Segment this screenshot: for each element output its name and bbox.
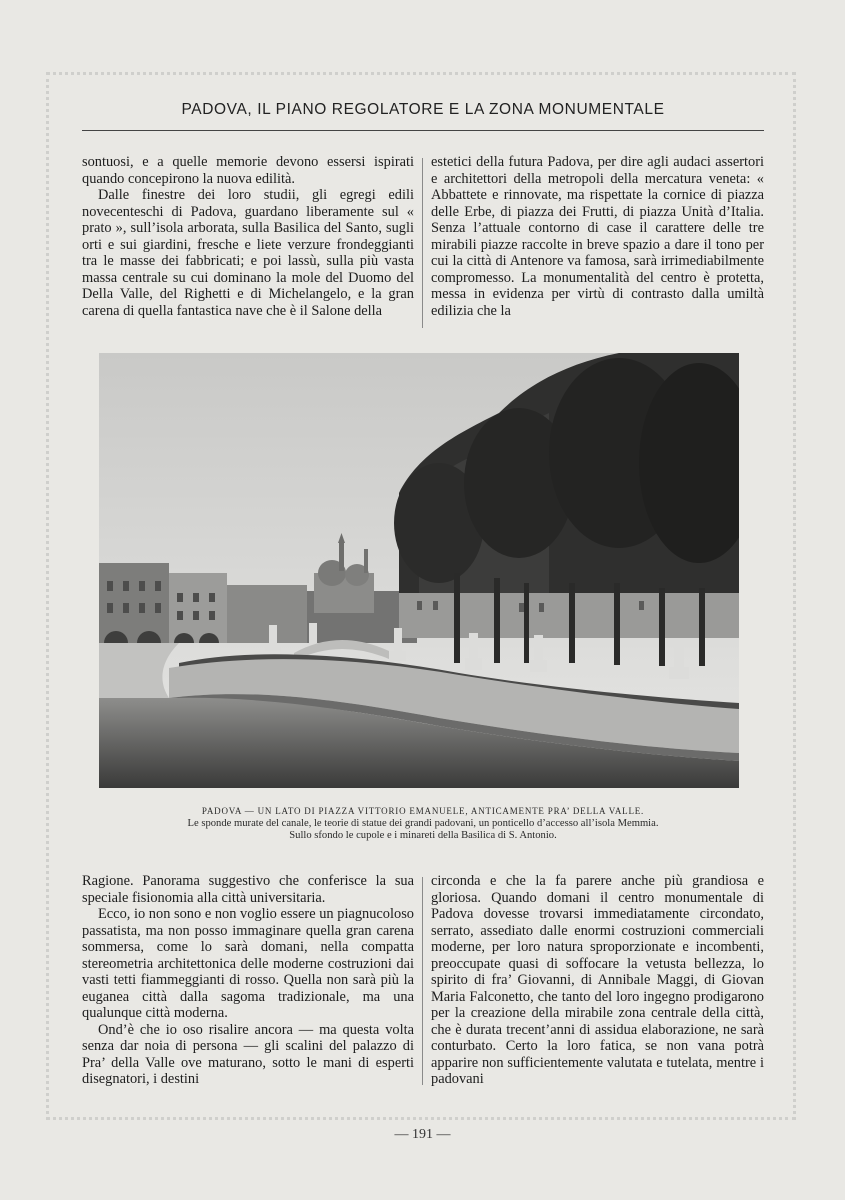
header-rule (82, 130, 764, 131)
paragraph: sontuosi, e a quelle memorie devono essersi ispirati quando concepirono la nuova edilità. (82, 154, 414, 187)
paragraph: circonda e che la fa parere anche più grandiosa e gloriosa. Quando domani il centro monumentale di Padova dovesse trovarsi immediatamente circondato, serrato, assediato dalle enormi costruzioni commerciali moderne, per loro natura sproporzionate e incombenti, preoccupate quasi di soffocare la vetusta bellezza, lo spirito di fra’ Giovanni, di Annibale Maggi, di Giovan Maria Falconetto, che tanto del loro ingegno prodigarono per la creazione della mirabile zona centrale della città, che è durata trecent’anni di assidua elaborazione, ne sarà conturbato. Certo la loro fatica, se non vana potrà apparire non sufficientemente valutata e tutelata, mentre i padovani (431, 873, 764, 1087)
page-number: — 191 — (394, 1127, 451, 1142)
photo-caption (82, 805, 764, 843)
paragraph: Ond’è che io oso risalire ancora — ma questa volta senza dar noia di persona — gli scalini del palazzo di Pra’ della Valle ove maturano, sotto le mani di esperti disegnatori, i destini (82, 1021, 414, 1087)
column-divider (422, 158, 423, 328)
caption-title: PADOVA — UN LATO DI PIAZZA VITTORIO EMANUELE, ANTICAMENTE PRA’ DELLA VALLE. (201, 806, 645, 816)
bottom-right-column (431, 873, 764, 1088)
bottom-left-column (82, 873, 414, 1088)
paragraph: Ragione. Panorama suggestivo che conferisce la sua speciale fisionomia alla città universitaria. (82, 873, 414, 906)
paragraph: Ecco, io non sono e non voglio essere un piagnucoloso passatista, ma non posso immaginare quella gran carena sommersa, come lo sarà domani, nella compatta stereometria architettonica delle moderne costruzioni dai vasti tetti fiammeggianti di rosso. Quella non sarà più la euganea città dalla sagoma tradizionale, ma una qualunque città moderna. (82, 906, 414, 1021)
paragraph: Dalle finestre dei loro studii, gli egregi edili novecenteschi di Padova, guardano liberamente sul « prato », sull’isola arborata, sulla Basilica del Santo, sugli orti e sui giardini, fresche e liete verzure frondeggianti tra le masse dei fabbricati; e poi lassù, sulla più vasta massa centrale su cui dominano la mole del Duomo del Della Valle, del Righetti e di Michelangelo, e la gran carena di quella fantastica nave che è il Salone della (82, 187, 414, 319)
paragraph: estetici della futura Padova, per dire agli audaci assertori e architettori della metropoli della mercatura veneta: « Abbattete e rinnovate, ma rispettate la cornice di piazza delle Erbe, di piazza dei Frutti, di piazza Unità d’Italia. Senza l’attuale contorno di case il carattere delle tre mirabili piazze raccolte in breve spazio a dare il tono per cui la città di Antenore va famosa, sarà irrimediabilmente compromesso. La monumentalità del centro è protetta, messa in evidenza per virtù di contrasto dalla umiltà edilizia che la (431, 154, 764, 319)
column-divider (422, 877, 423, 1085)
photo-illustration (99, 353, 739, 788)
top-left-column (82, 154, 414, 319)
caption-line: Sullo sfondo le cupole e i minareti della Basilica di S. Antonio. (289, 830, 557, 841)
photograph-prato-della-valle (99, 353, 739, 788)
top-right-column (431, 154, 764, 319)
running-head: PADOVA, IL PIANO REGOLATORE E LA ZONA MONUMENTALE (181, 101, 665, 118)
caption-line: Le sponde murate del canale, le teorie di statue dei grandi padovani, un ponticello d’accesso all’isola Memmia. (187, 817, 659, 829)
